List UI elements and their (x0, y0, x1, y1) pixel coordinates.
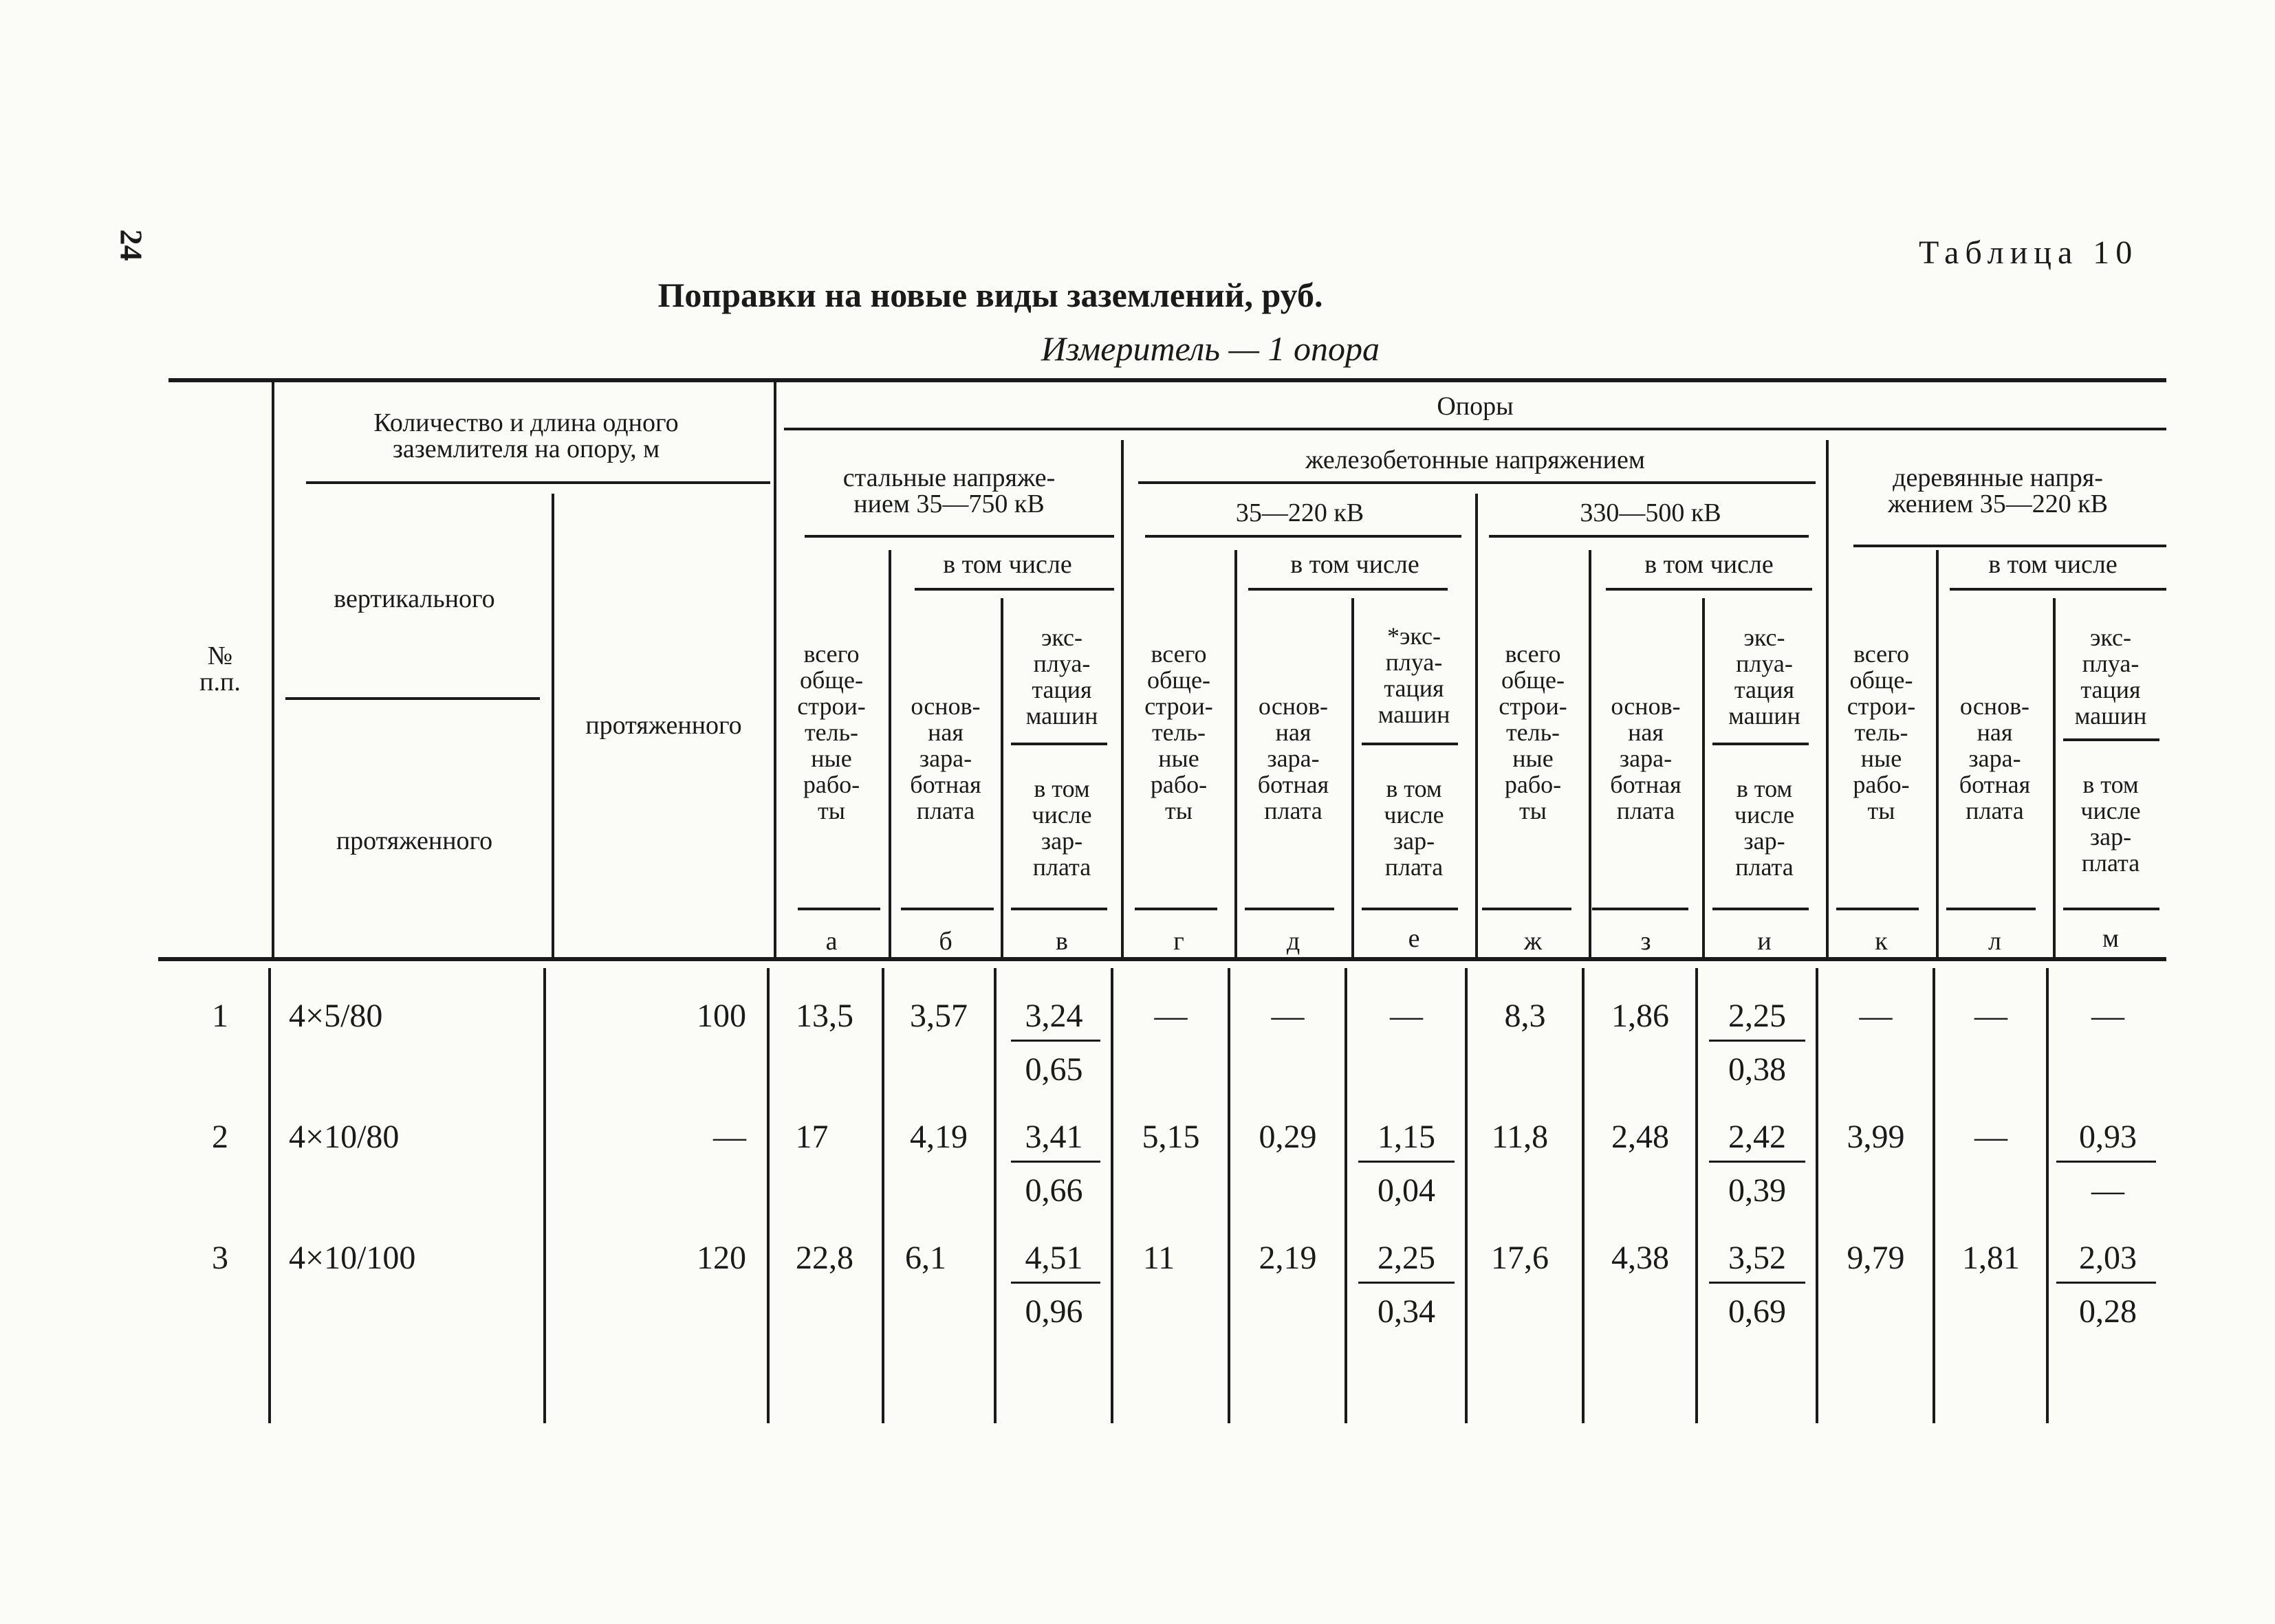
cell-i-wage: 0,69 (1728, 1293, 1786, 1330)
cell-k: — (1859, 998, 1893, 1034)
cell-extended: 120 (697, 1240, 746, 1276)
cell-d: 2,19 (1259, 1240, 1317, 1276)
row-num: 3 (212, 1240, 228, 1276)
cell-e: 1,15 (1378, 1119, 1435, 1155)
cell-i: 2,42 (1728, 1119, 1786, 1155)
cell-m: — (2091, 998, 2124, 1034)
cell-e-wage: 0,04 (1378, 1172, 1435, 1209)
cell-g: 5,15 (1142, 1119, 1200, 1155)
header-incl-wage: в том числе зар- плата (1384, 775, 1444, 881)
header-machines: экс- плуа- тация машин (1025, 624, 1098, 729)
header-total: всего обще- строи- тель- ные рабо- ты (1499, 640, 1567, 824)
cell-z: 2,48 (1611, 1119, 1669, 1155)
header-incl-conc-b: в том числе (1644, 550, 1774, 579)
cell-k: 3,99 (1847, 1119, 1905, 1155)
col-letter: г (1173, 927, 1184, 956)
cell-e: — (1390, 998, 1423, 1034)
cell-e: 2,25 (1378, 1240, 1435, 1276)
cell-z: 4,38 (1611, 1240, 1669, 1276)
cell-zh: 11,8 (1491, 1119, 1549, 1155)
header-incl-steel: в том числе (943, 550, 1072, 579)
col-letter: е (1408, 924, 1420, 953)
cell-m: 2,03 (2079, 1240, 2137, 1276)
header-extended-sub: протяженного (336, 826, 493, 855)
row-num: 1 (212, 998, 228, 1034)
header-supports: Опоры (1437, 392, 1514, 421)
cell-v-wage: 0,66 (1025, 1172, 1083, 1209)
cell-m: 0,93 (2079, 1119, 2137, 1155)
header-machines: экс- плуа- тация машин (2074, 624, 2147, 729)
cell-zh: 8,3 (1504, 998, 1546, 1034)
cell-a: 22,8 (796, 1240, 853, 1276)
header-machines: *экс- плуа- тация машин (1378, 622, 1450, 728)
col-letter: и (1757, 927, 1772, 956)
header-incl-wood: в том числе (1988, 550, 2118, 579)
cell-i: 2,25 (1728, 998, 1786, 1034)
header-wage: основ- ная зара- ботная плата (1610, 692, 1681, 824)
page-title: Поправки на новые виды заземлений, руб. (657, 276, 1323, 314)
col-letter: з (1640, 927, 1651, 956)
cell-g: — (1154, 998, 1188, 1034)
cell-v-wage: 0,96 (1025, 1293, 1083, 1330)
cell-m-wage: 0,28 (2079, 1293, 2137, 1330)
header-wage: основ- ная зара- ботная плата (1257, 692, 1329, 824)
header-incl-wage: в том числе зар- плата (1032, 775, 1092, 881)
header-machines: экс- плуа- тация машин (1728, 624, 1800, 729)
header-extended: протяженного (585, 711, 742, 740)
cell-e-wage: 0,34 (1378, 1293, 1435, 1330)
table-top-rule (168, 378, 2166, 382)
header-conc-35-220: 35—220 кВ (1235, 498, 1364, 527)
cell-l: — (1974, 1119, 2007, 1155)
cell-l: 1,81 (1962, 1240, 2020, 1276)
header-qty: Количество и длина одного заземлителя на опору, м (373, 408, 679, 463)
cell-d: — (1271, 998, 1305, 1034)
cell-a: 17 (795, 1119, 829, 1155)
header-wood: деревянные напря- жением 35—220 кВ (1887, 463, 2108, 518)
cell-m-wage: — (2091, 1172, 2124, 1209)
col-letter: б (939, 927, 953, 956)
cell-b: 4,19 (910, 1119, 968, 1155)
cell-k: 9,79 (1847, 1240, 1905, 1276)
cell-v: 3,24 (1025, 998, 1083, 1034)
cell-vertical: 4×10/100 (289, 1240, 416, 1276)
measure-unit: Измеритель — 1 опора (1041, 329, 1380, 368)
page-number: 24 (113, 229, 149, 261)
header-incl-wage: в том числе зар- плата (2080, 771, 2141, 877)
col-letter: м (2102, 924, 2120, 953)
cell-extended: — (713, 1119, 746, 1155)
cell-vertical: 4×10/80 (289, 1119, 400, 1155)
header-wage: основ- ная зара- ботная плата (1959, 692, 2031, 824)
cell-v-wage: 0,65 (1025, 1051, 1083, 1088)
header-conc-330-500: 330—500 кВ (1580, 498, 1721, 527)
header-incl-conc-a: в том числе (1290, 550, 1419, 579)
col-letter: к (1875, 927, 1888, 956)
col-letter: ж (1523, 927, 1543, 956)
cell-d: 0,29 (1259, 1119, 1317, 1155)
col-letter: а (825, 927, 838, 956)
cell-a: 13,5 (796, 998, 853, 1034)
header-vertical: вертикального (334, 584, 495, 613)
cell-z: 1,86 (1611, 998, 1669, 1034)
cell-g: 11 (1142, 1240, 1175, 1276)
cell-b: 3,57 (910, 998, 968, 1034)
cell-i-wage: 0,38 (1728, 1051, 1786, 1088)
cell-zh: 17,6 (1491, 1240, 1549, 1276)
col-letter: л (1988, 927, 2001, 956)
cell-v: 4,51 (1025, 1240, 1083, 1276)
header-concrete: железобетонные напряжением (1305, 446, 1645, 474)
table-label: Таблица 10 (1919, 234, 2139, 271)
header-total: всего обще- строи- тель- ные рабо- ты (797, 640, 866, 824)
cell-v: 3,41 (1025, 1119, 1083, 1155)
col-letter: д (1286, 927, 1300, 956)
header-num: № п.п. (199, 641, 241, 696)
col-letter: в (1056, 927, 1068, 956)
header-steel: стальные напряже- нием 35—750 кВ (842, 463, 1056, 518)
cell-l: — (1974, 998, 2007, 1034)
header-wage: основ- ная зара- ботная плата (910, 692, 981, 824)
cell-i-wage: 0,39 (1728, 1172, 1786, 1209)
cell-i: 3,52 (1728, 1240, 1786, 1276)
header-incl-wage: в том числе зар- плата (1734, 775, 1795, 881)
row-num: 2 (212, 1119, 228, 1155)
header-total: всего обще- строи- тель- ные рабо- ты (1847, 640, 1916, 824)
header-total: всего обще- строи- тель- ные рабо- ты (1144, 640, 1213, 824)
cell-b: 6,1 (905, 1240, 946, 1276)
cell-vertical: 4×5/80 (289, 998, 383, 1034)
cell-extended: 100 (697, 998, 746, 1034)
header-bottom-rule (158, 957, 2166, 961)
